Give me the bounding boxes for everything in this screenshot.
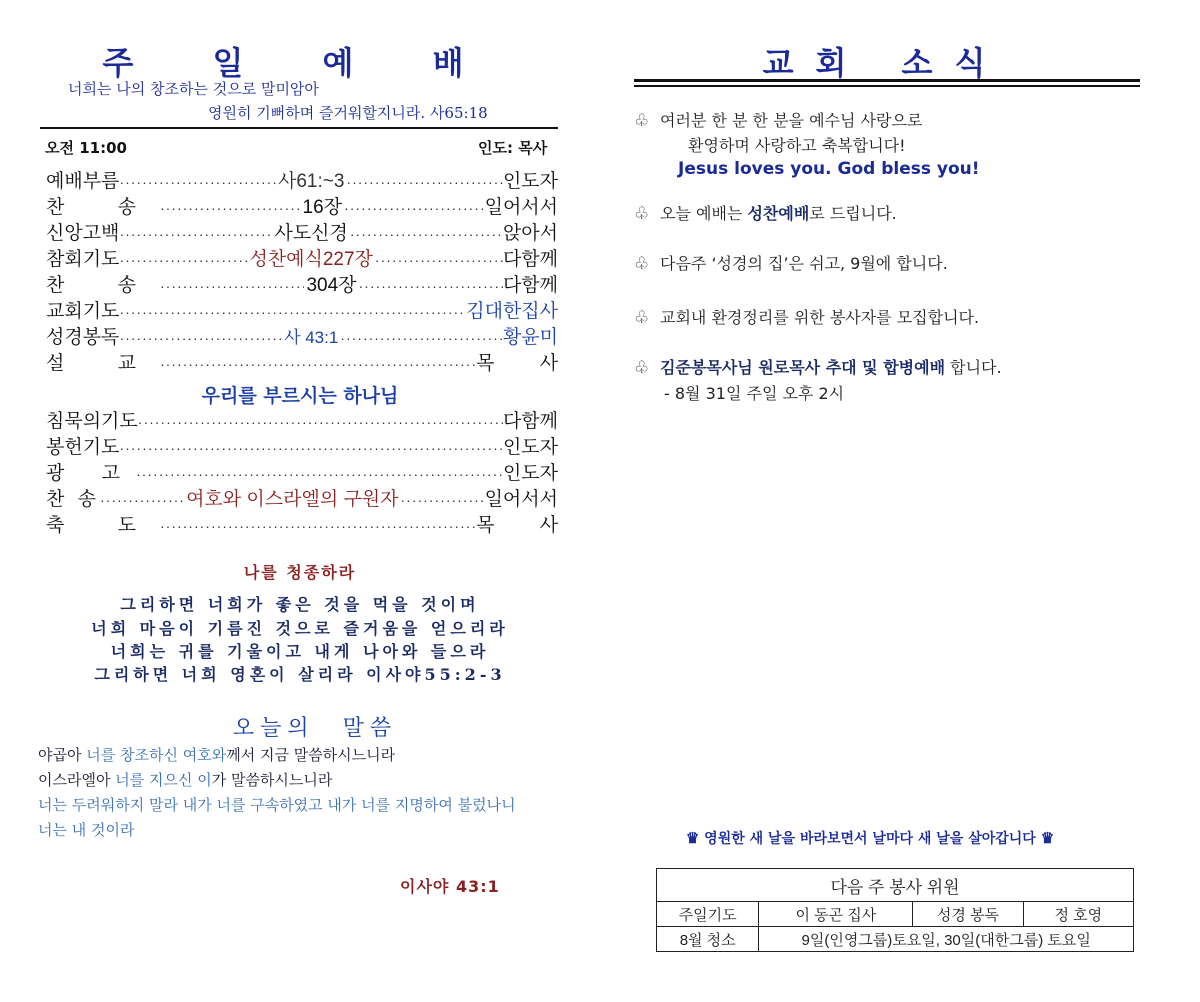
duty-cell-value: 정 호영	[1023, 902, 1133, 927]
worship-title: 주 일 예 배	[102, 44, 498, 82]
clover-icon: ♧	[634, 358, 650, 378]
order-row-benediction: 축 도 ····· 목 사	[46, 513, 558, 539]
order-row-announcements: 광 고 ····· 인도자	[46, 461, 558, 487]
scripture-line-3: 너희는 귀를 기울이고 내게 나아와 들으라	[110, 642, 490, 661]
clover-icon: ♧	[634, 204, 650, 224]
news-item-communion: ♧ 오늘 예배는 성찬예배로 드립니다.	[634, 201, 897, 227]
duty-cell-label: 8월 청소	[657, 927, 759, 952]
order-row-sermon: 설 교 ····· 목 사	[46, 351, 558, 377]
word-reference: 이사야 43:1	[400, 877, 500, 896]
order-row-closing-hymn: 찬 송 ····· 여호와 이스라엘의 구원자 ····· 일어서서	[46, 487, 558, 513]
church-news-title: 교회 소식	[762, 44, 1008, 82]
order-row-hymn-2: 찬 송 ····· 304장 ····· 다함께	[46, 273, 558, 299]
order-row-hymn-1: 찬 송 ····· 16장 ····· 일어서서	[46, 195, 558, 221]
duty-cell-label: 성경 봉독	[913, 902, 1023, 927]
duty-table-header: 다음 주 봉사 위원	[657, 869, 1134, 902]
word-line-3: 너는 두려워하지 말라 내가 너를 구속하였고 내가 너를 지명하여 불렀나니	[38, 796, 516, 814]
left-divider	[40, 127, 558, 129]
right-divider-thick	[634, 79, 1140, 82]
order-row-confession: 참회기도 ····· 성찬예식227장 ····· 다함께	[46, 247, 558, 273]
clover-icon: ♧	[634, 254, 650, 274]
word-line-4: 너는 내 것이라	[38, 821, 135, 839]
duty-cell-value: 이 동곤 집사	[759, 902, 913, 927]
service-time: 오전 11:00	[45, 139, 127, 157]
news-item-emeritus-service: ♧ 김준봉목사님 원로목사 추대 및 합병예배 합니다.	[634, 355, 1002, 381]
scripture-line-4: 그리하면 너희 영혼이 살리라 이사야55:2-3	[94, 665, 506, 684]
order-row-silent-prayer: 침묵의기도 ····· 다함께	[46, 409, 558, 435]
word-line-2: 이스라엘아 너를 지으신 이가 말씀하시느니라	[38, 771, 333, 789]
clover-icon: ♧	[634, 111, 650, 131]
news-item-welcome: ♧ 여러분 한 분 한 분을 예수님 사랑으로	[634, 108, 922, 134]
duty-cell-label: 주일기도	[657, 902, 759, 927]
motto: ♛ 영원한 새 날을 바라보면서 날마다 새 날을 살아갑니다 ♛	[685, 829, 1055, 847]
today-word-title: 오늘의 말씀	[232, 716, 398, 741]
theme-verse-line-1: 너희는 나의 창조하는 것으로 말미암아	[68, 80, 319, 98]
word-line-1: 야곱아 너를 창조하신 여호와께서 지금 말씀하시느니라	[38, 746, 396, 764]
duty-roster-table	[656, 868, 1134, 952]
news-item-bible-house: ♧ 다음주 ‘성경의 집’은 쉬고, 9월에 합니다.	[634, 251, 948, 277]
news-item-volunteers: ♧ 교회내 환경정리를 위한 봉사자를 모집합니다.	[634, 305, 979, 331]
news-welcome-english: Jesus loves you. God bless you!	[678, 159, 980, 179]
crown-icon: ♛	[685, 829, 700, 847]
scripture-title: 나를 청종하라	[243, 563, 357, 582]
officiant: 인도: 목사	[478, 139, 548, 157]
news-emeritus-date: - 8월 31일 주일 오후 2시	[664, 384, 845, 403]
crown-icon: ♛	[1040, 829, 1055, 847]
order-row-church-prayer: 교회기도 ····· 김대한집사	[46, 299, 558, 325]
order-row-scripture-reading: 성경봉독 ····· 사 43:1 ····· 황윤미	[46, 325, 558, 351]
right-divider-thin	[634, 85, 1140, 87]
news-welcome-line-2: 환영하며 사랑하고 축복합니다!	[688, 136, 906, 155]
scripture-line-1: 그리하면 너희가 좋은 것을 먹을 것이며	[120, 595, 480, 614]
theme-verse-line-2: 영원히 기뻐하며 즐거워할지니라. 사65:18	[208, 104, 488, 122]
order-row-offering-prayer: 봉헌기도 ····· 인도자	[46, 435, 558, 461]
order-row-creed: 신앙고백 ····· 사도신경 ····· 앉아서	[46, 221, 558, 247]
scripture-line-2: 너희 마음이 기름진 것으로 즐거움을 얻으리라	[91, 619, 509, 638]
duty-cell-value: 9일(인영그룹)토요일, 30일(대한그룹) 토요일	[759, 927, 1134, 952]
clover-icon: ♧	[634, 308, 650, 328]
sermon-title: 우리를 부르시는 하나님	[201, 385, 399, 407]
order-row-call-to-worship: 예배부름 ····· 사61:~3 ····· 인도자	[46, 169, 558, 195]
